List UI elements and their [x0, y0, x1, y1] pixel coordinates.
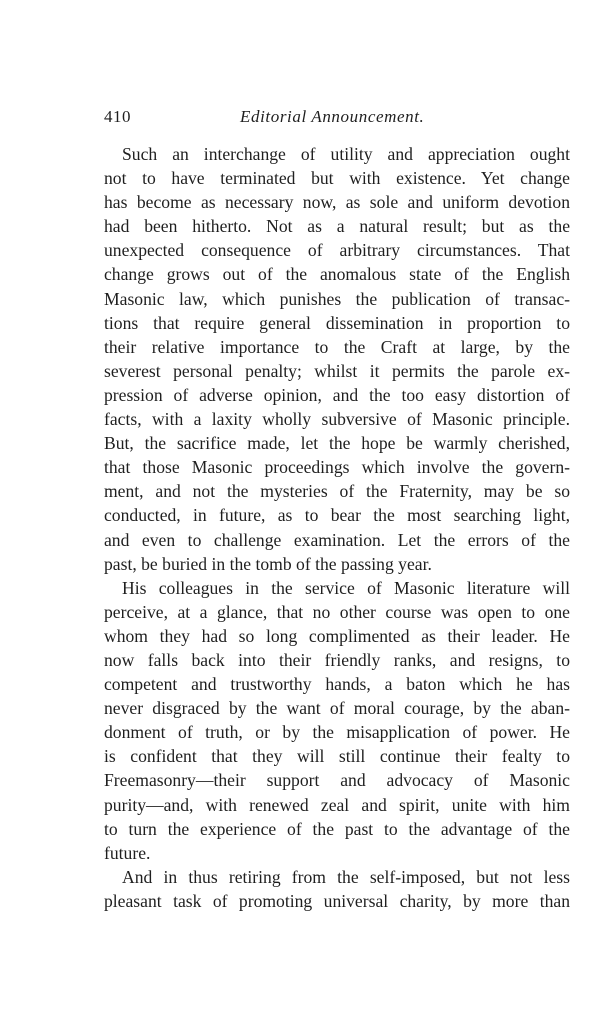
text-line: is confident that they will still continue their fealty to	[104, 746, 570, 767]
text-line: But, the sacrifice made, let the hope be warmly cherished,	[104, 433, 570, 454]
text-line: perceive, at a glance, that no other course was open to one	[104, 601, 570, 622]
text-line: donment of truth, or by the misapplication of power. He	[104, 722, 570, 743]
text-line: purity—and, with renewed zeal and spirit, unite with him	[104, 794, 570, 815]
text-line: not to have terminated but with existence. Yet change	[104, 168, 570, 189]
text-line: facts, with a laxity wholly subversive of Masonic principle.	[104, 409, 570, 430]
text-line: tions that require general dissemination in proportion to	[104, 312, 570, 333]
text-line: future.	[104, 842, 151, 863]
page-number: 410	[104, 107, 131, 126]
text-line: had been hitherto. Not as a natural result; but as the	[104, 216, 570, 237]
text-line: past, be buried in the tomb of the passing year.	[104, 553, 432, 574]
text-line: His colleagues in the service of Masonic literature will	[122, 577, 570, 598]
text-line: whom they had so long complimented as their leader. He	[104, 625, 570, 646]
text-line: has become as necessary now, as sole and uniform devotion	[104, 192, 570, 213]
text-line: Such an interchange of utility and appreciation ought	[122, 144, 570, 164]
text-line: Masonic law, which punishes the publication of transac-	[104, 288, 570, 309]
text-line: change grows out of the anomalous state of the English	[104, 264, 570, 285]
text-line: to turn the experience of the past to the advantage of the	[104, 818, 570, 839]
page-header	[104, 107, 574, 131]
text-line: competent and trustworthy hands, a baton which he has	[104, 674, 570, 695]
text-line: their relative importance to the Craft at large, by the	[104, 336, 570, 357]
text-line: unexpected consequence of arbitrary circumstances. That	[104, 240, 570, 261]
text-line: And in thus retiring from the self-imposed, but not less	[122, 866, 570, 887]
text-line: and even to challenge examination. Let the errors of the	[104, 529, 570, 550]
text-line: that those Masonic proceedings which involve the govern-	[104, 457, 570, 478]
text-line: never disgraced by the want of moral courage, by the aban-	[104, 698, 570, 719]
text-line: pleasant task of promoting universal charity, by more than	[104, 890, 570, 911]
text-line: now falls back into their friendly ranks, and resigns, to	[104, 649, 570, 670]
text-line: conducted, in future, as to bear the most searching light,	[104, 505, 570, 526]
text-line: Freemasonry—their support and advocacy of Masonic	[104, 770, 570, 791]
running-title: Editorial Announcement.	[240, 107, 425, 126]
text-line: ment, and not the mysteries of the Fraternity, may be so	[104, 481, 570, 502]
body-text	[104, 142, 570, 913]
text-line: severest personal penalty; whilst it permits the parole ex-	[104, 360, 570, 381]
text-line: pression of adverse opinion, and the too easy distortion of	[104, 384, 570, 405]
